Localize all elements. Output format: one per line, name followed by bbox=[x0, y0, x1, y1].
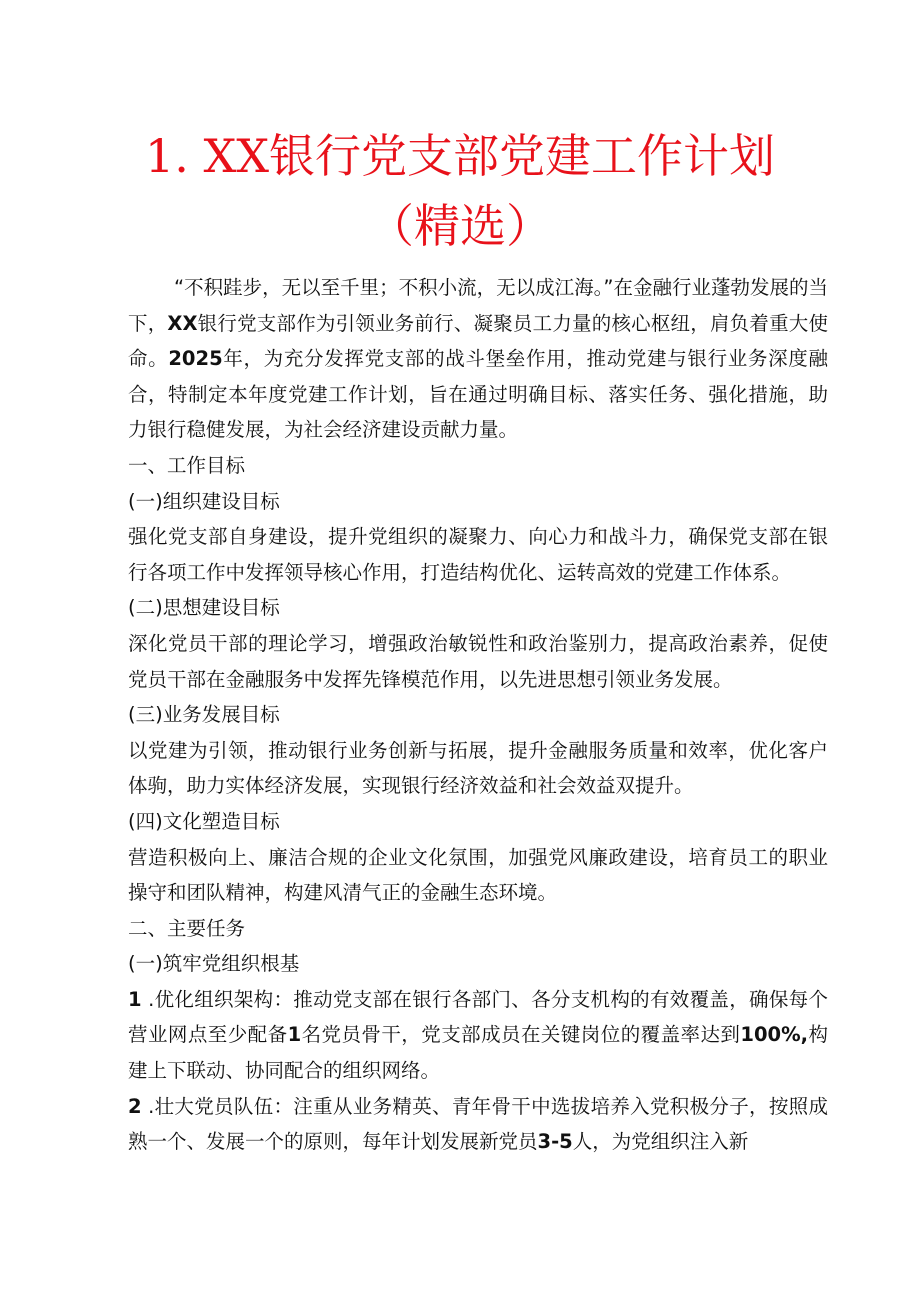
task-item-2-number: 2 bbox=[128, 1094, 142, 1118]
task-item-1-percent: 100%, bbox=[740, 1023, 809, 1047]
section1-sub3-heading: (三)业务发展目标 bbox=[128, 703, 280, 727]
task-item-1-count: 1 bbox=[287, 1023, 302, 1047]
document-title-line1: 1. XX银行党支部党建工作计划 bbox=[144, 129, 775, 183]
section2-sub1-heading: (一)筑牢党组织根基 bbox=[128, 952, 300, 976]
section1-sub4-heading: (四)文化塑造目标 bbox=[128, 809, 280, 833]
document-title-line2: （精选） bbox=[368, 199, 552, 253]
section1-sub4-text: 营造积极向上、廉洁合规的企业文化氛围，加强党风廉政建设，培育员工的职业操守和团队精神，构建风清气正的金融生态环境。 bbox=[128, 845, 828, 905]
intro-text-3: 年，为充分发挥党支部的战斗堡垒作用，推动党建与银行业务深度融合，特制定本年度党建工作计划，旨在通过明确目标、落实任务、强化措施，助力银行稳健发展，为社会经济建设贡献力量。 bbox=[128, 347, 828, 442]
document-body bbox=[128, 270, 828, 1160]
intro-quote: “不积跬步，无以至千里；不积小流，无以成江海。” bbox=[174, 276, 614, 299]
section1-sub3-text: 以党建为引领，推动银行业务创新与拓展，提升金融服务质量和效率，优化客户体驹，助力实体经济发展，实现银行经济效益和社会效益双提升。 bbox=[128, 738, 828, 798]
section2-heading: 二、主要任务 bbox=[128, 916, 246, 940]
intro-year: 2025 bbox=[168, 347, 223, 371]
task-item-1-number: 1 bbox=[128, 987, 142, 1011]
task-item-2-range: 3-5 bbox=[537, 1130, 573, 1154]
task-item-2 bbox=[128, 1089, 828, 1160]
section1-sub2-heading: (二)思想建设目标 bbox=[128, 596, 280, 620]
task-item-1-text-b: 名党员骨干，党支部成员在关键岗位的覆盖率达到 bbox=[301, 1023, 741, 1047]
task-item-1-text-a: .优化组织架构：推动党支部在银行各部门、各分支机构的有效覆盖，确保每个营业网点至少配备 bbox=[128, 987, 828, 1047]
section1-sub2-text: 深化党员干部的理论学习，增强政治敏锐性和政治鉴别力，提高政治素养，促使党员干部在金融服务中发挥先锋模范作用，以先进思想引领业务发展。 bbox=[128, 631, 828, 691]
section1-heading: 一、工作目标 bbox=[128, 453, 246, 477]
task-item-2-text-b: 人，为党组织注入新 bbox=[572, 1130, 749, 1154]
intro-text-2: 银行党支部作为引领业务前行、凝聚员工力量的核心枢纽，肩负着重大使命。 bbox=[128, 311, 828, 371]
intro-paragraph bbox=[128, 270, 828, 448]
section1-sub1-text: 强化党支部自身建设，提升党组织的凝聚力、向心力和战斗力，确保党支部在银行各项工作中发挥领导核心作用，打造结构优化、运转高效的党建工作体系。 bbox=[128, 525, 828, 584]
section1-sub1-heading: (一)组织建设目标 bbox=[128, 489, 280, 513]
task-item-1 bbox=[128, 982, 828, 1089]
intro-text-1: 在金融行业蓬勃发展的当下， bbox=[128, 276, 828, 335]
intro-bank-name: XX bbox=[167, 311, 198, 335]
task-item-1-text-c: 构建上下联动、协同配合的组织网络。 bbox=[128, 1023, 828, 1083]
task-item-2-text-a: .壮大党员队伍：注重从业务精英、青年骨干中选拔培养入党积极分子，按照成熟一个、发展一个的原则，每年计划发展新党员 bbox=[128, 1094, 828, 1154]
